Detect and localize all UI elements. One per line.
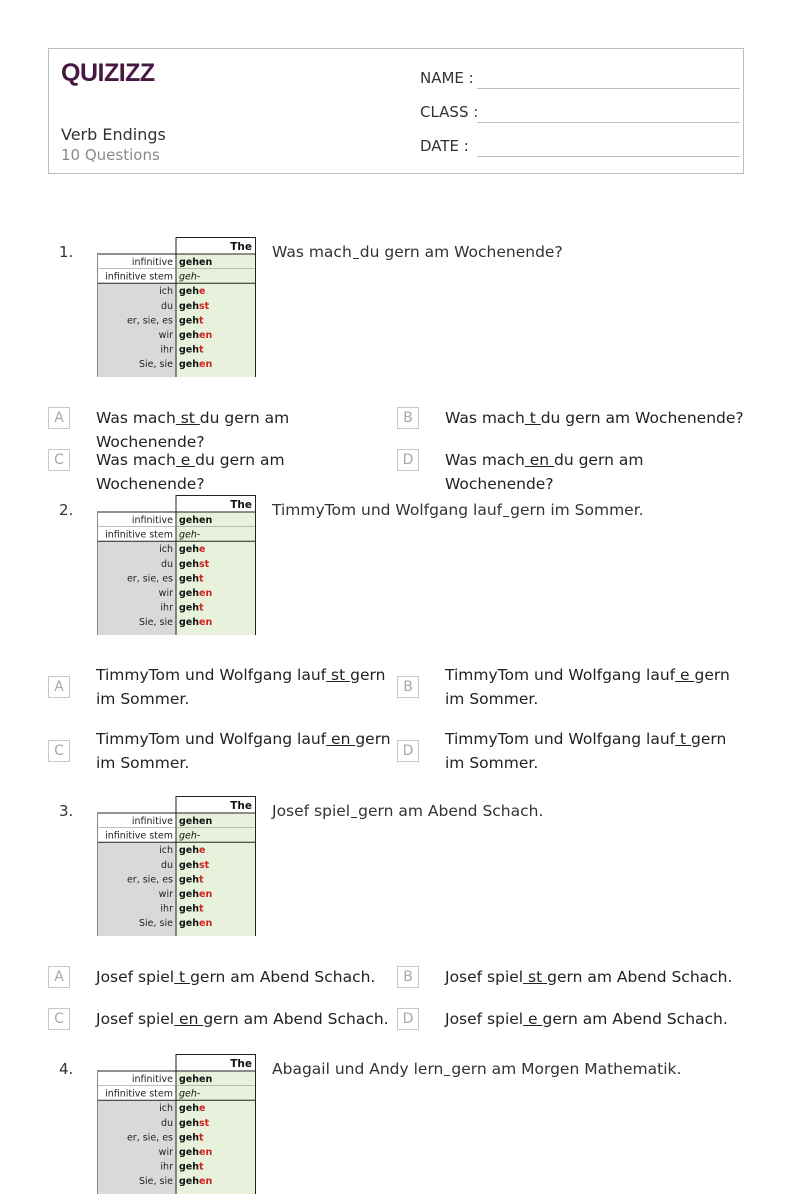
pronoun-label: er, sie, es	[126, 1132, 173, 1144]
worksheet-title: Verb Endings	[61, 125, 166, 144]
verb-form	[179, 918, 212, 929]
pronoun-label: ihr	[160, 602, 173, 614]
verb-ending: e	[199, 286, 206, 298]
verb-stem: geh	[179, 344, 200, 356]
verb-form	[179, 330, 212, 341]
date-line[interactable]	[477, 156, 740, 157]
option-letter: B	[397, 676, 419, 698]
option-text: Was mach t du gern am Wochenende?	[445, 409, 744, 427]
verb-form	[179, 889, 212, 900]
verb-conjugation-table	[97, 495, 256, 635]
verb-table-title: The	[230, 241, 252, 253]
verb-ending: t	[199, 315, 204, 327]
verb-form	[179, 301, 210, 312]
name-label: NAME :	[420, 69, 474, 87]
verb-table-svg	[97, 237, 256, 377]
verb-form	[179, 359, 212, 370]
question-number: 1.	[59, 243, 74, 261]
verb-stem: gehen	[179, 257, 213, 268]
option-letter: D	[397, 449, 419, 471]
option-letter: C	[48, 740, 70, 762]
verb-stem: geh	[179, 544, 200, 556]
pronoun-label: Sie, sie	[139, 359, 173, 371]
pronoun-label: du	[160, 859, 173, 871]
verb-form	[179, 831, 201, 842]
pronoun-label: infinitive	[131, 1074, 173, 1085]
verb-form	[179, 544, 205, 555]
verb-stem: geh	[179, 1103, 200, 1115]
logo-text: QUIZIZZ	[61, 58, 155, 87]
pronoun-label: ich	[159, 544, 173, 556]
verb-form	[179, 515, 212, 526]
verb-ending: en	[199, 918, 213, 930]
verb-table-title: The	[230, 499, 252, 511]
pronoun-label: wir	[158, 1147, 173, 1158]
verb-stem: geh-	[179, 529, 201, 541]
verb-form	[179, 1118, 210, 1129]
verb-stem: geh	[179, 1176, 200, 1188]
pronoun-label: Sie, sie	[139, 918, 173, 930]
verb-stem: geh-	[179, 1088, 201, 1100]
verb-stem: geh	[179, 903, 200, 915]
pronoun-label: er, sie, es	[126, 573, 173, 585]
option-text: Was mach e du gern am Wochenende?	[96, 451, 285, 493]
pronoun-label: wir	[158, 330, 173, 341]
verb-form	[179, 1103, 205, 1114]
verb-stem: geh	[179, 889, 200, 900]
verb-stem: gehen	[179, 1074, 213, 1085]
verb-form	[179, 1147, 212, 1158]
date-field[interactable]	[420, 135, 740, 159]
verb-ending: t	[199, 344, 204, 356]
class-field[interactable]	[420, 101, 740, 125]
verb-conjugation-table	[97, 237, 256, 377]
blank	[444, 1061, 450, 1076]
option-text: Josef spiel t gern am Abend Schach.	[96, 968, 376, 986]
question-number: 2.	[59, 501, 74, 519]
blank	[503, 502, 509, 517]
option-letter: B	[397, 407, 419, 429]
verb-ending: t	[199, 903, 204, 915]
verb-stem: geh	[179, 1117, 200, 1129]
verb-stem: geh	[179, 918, 200, 930]
verb-form	[179, 257, 212, 268]
pronoun-label: ich	[159, 845, 173, 857]
option-letter: C	[48, 1008, 70, 1030]
pronoun-label: er, sie, es	[126, 315, 173, 327]
verb-form	[179, 272, 201, 283]
option-text: Was mach en du gern am Wochenende?	[445, 451, 644, 493]
pronoun-label: infinitive stem	[105, 1088, 173, 1100]
verb-ending: t	[199, 1132, 204, 1144]
date-label: DATE :	[420, 137, 469, 155]
verb-form	[179, 1074, 212, 1085]
verb-stem: geh	[179, 1147, 200, 1158]
question-number: 4.	[59, 1060, 74, 1078]
verb-stem: geh	[179, 330, 200, 341]
verb-stem: geh	[179, 588, 200, 599]
verb-stem: geh	[179, 1161, 200, 1173]
verb-table-svg	[97, 1054, 256, 1194]
option-letter: A	[48, 676, 70, 698]
verb-form	[179, 573, 204, 584]
question-text: Was mach du gern am Wochenende?	[272, 243, 563, 261]
pronoun-label: ich	[159, 1103, 173, 1115]
option-letter: A	[48, 966, 70, 988]
pronoun-label: wir	[158, 889, 173, 900]
option-text: TimmyTom und Wolfgang lauf t gern im Sommer.	[445, 730, 727, 772]
verb-form	[179, 345, 204, 356]
verb-ending: e	[199, 845, 206, 857]
option-text: TimmyTom und Wolfgang lauf e gern im Sommer.	[445, 666, 730, 708]
class-label: CLASS :	[420, 103, 479, 121]
question-text: TimmyTom und Wolfgang lauf gern im Sommer.	[272, 501, 644, 519]
verb-form	[179, 315, 204, 326]
verb-form	[179, 816, 212, 827]
question-text: Josef spiel gern am Abend Schach.	[272, 802, 544, 820]
verb-ending: en	[199, 889, 213, 900]
name-field[interactable]	[420, 67, 740, 91]
verb-form	[179, 286, 205, 297]
verb-table-title: The	[230, 800, 252, 812]
verb-ending: en	[199, 1147, 213, 1158]
verb-ending: st	[199, 300, 210, 312]
verb-ending: en	[199, 617, 213, 629]
pronoun-label: du	[160, 300, 173, 312]
verb-ending: t	[199, 602, 204, 614]
pronoun-label: ihr	[160, 903, 173, 915]
question-number: 3.	[59, 802, 74, 820]
option-text: Was mach st du gern am Wochenende?	[96, 409, 290, 451]
verb-stem: geh	[179, 315, 200, 327]
verb-table-title: The	[230, 1058, 252, 1070]
name-line[interactable]	[477, 88, 740, 89]
verb-form	[179, 904, 204, 915]
verb-conjugation-table	[97, 796, 256, 936]
pronoun-label: infinitive	[131, 515, 173, 526]
verb-form	[179, 1162, 204, 1173]
verb-stem: geh	[179, 845, 200, 857]
verb-ending: en	[199, 330, 213, 341]
pronoun-label: ich	[159, 286, 173, 298]
verb-ending: st	[199, 1117, 210, 1129]
blank	[353, 244, 359, 259]
verb-stem: geh	[179, 602, 200, 614]
pronoun-label: er, sie, es	[126, 874, 173, 886]
verb-form	[179, 874, 204, 885]
verb-conjugation-table	[97, 1054, 256, 1194]
verb-form	[179, 1176, 212, 1187]
pronoun-label: infinitive stem	[105, 830, 173, 842]
verb-table-svg	[97, 495, 256, 635]
verb-ending: st	[199, 859, 210, 871]
option-text: TimmyTom und Wolfgang lauf st gern im Sommer.	[96, 666, 386, 708]
pronoun-label: infinitive	[131, 257, 173, 268]
option-letter: A	[48, 407, 70, 429]
verb-form	[179, 1089, 201, 1100]
option-text: TimmyTom und Wolfgang lauf en gern im Sommer.	[96, 730, 391, 772]
verb-stem: geh	[179, 1132, 200, 1144]
pronoun-label: du	[160, 1117, 173, 1129]
quizizz-logo	[61, 59, 155, 87]
pronoun-label: Sie, sie	[139, 1176, 173, 1188]
verb-table-svg	[97, 796, 256, 936]
verb-stem: geh	[179, 286, 200, 298]
verb-ending: en	[199, 359, 213, 371]
verb-stem: geh	[179, 859, 200, 871]
pronoun-label: infinitive stem	[105, 271, 173, 283]
verb-ending: e	[199, 544, 206, 556]
pronoun-label: infinitive	[131, 816, 173, 827]
verb-form	[179, 603, 204, 614]
verb-ending: en	[199, 588, 213, 599]
pronoun-label: Sie, sie	[139, 617, 173, 629]
class-line[interactable]	[477, 122, 740, 123]
option-text: Josef spiel e gern am Abend Schach.	[445, 1010, 728, 1028]
pronoun-label: du	[160, 558, 173, 570]
blank	[351, 803, 357, 818]
verb-stem: geh	[179, 300, 200, 312]
option-letter: C	[48, 449, 70, 471]
verb-stem: geh-	[179, 830, 201, 842]
verb-stem: gehen	[179, 816, 213, 827]
verb-form	[179, 845, 205, 856]
verb-ending: t	[199, 874, 204, 886]
verb-stem: geh	[179, 359, 200, 371]
option-text: Josef spiel st gern am Abend Schach.	[445, 968, 733, 986]
verb-stem: geh	[179, 874, 200, 886]
verb-form	[179, 588, 212, 599]
verb-ending: t	[199, 1161, 204, 1173]
question-count: 10 Questions	[61, 146, 160, 164]
pronoun-label: ihr	[160, 1161, 173, 1173]
verb-stem: gehen	[179, 515, 213, 526]
option-letter: B	[397, 966, 419, 988]
verb-ending: st	[199, 558, 210, 570]
verb-stem: geh-	[179, 271, 201, 283]
option-text: Josef spiel en gern am Abend Schach.	[96, 1010, 389, 1028]
verb-form	[179, 559, 210, 570]
pronoun-label: infinitive stem	[105, 529, 173, 541]
option-letter: D	[397, 1008, 419, 1030]
option-letter: D	[397, 740, 419, 762]
verb-stem: geh	[179, 558, 200, 570]
pronoun-label: wir	[158, 588, 173, 599]
verb-form	[179, 617, 212, 628]
verb-ending: en	[199, 1176, 213, 1188]
worksheet-header	[48, 48, 744, 174]
verb-form	[179, 860, 210, 871]
question-text: Abagail und Andy lern gern am Morgen Mathematik.	[272, 1060, 682, 1078]
verb-ending: e	[199, 1103, 206, 1115]
verb-form	[179, 1132, 204, 1143]
verb-stem: geh	[179, 617, 200, 629]
verb-form	[179, 530, 201, 541]
pronoun-label: ihr	[160, 344, 173, 356]
verb-stem: geh	[179, 573, 200, 585]
verb-ending: t	[199, 573, 204, 585]
